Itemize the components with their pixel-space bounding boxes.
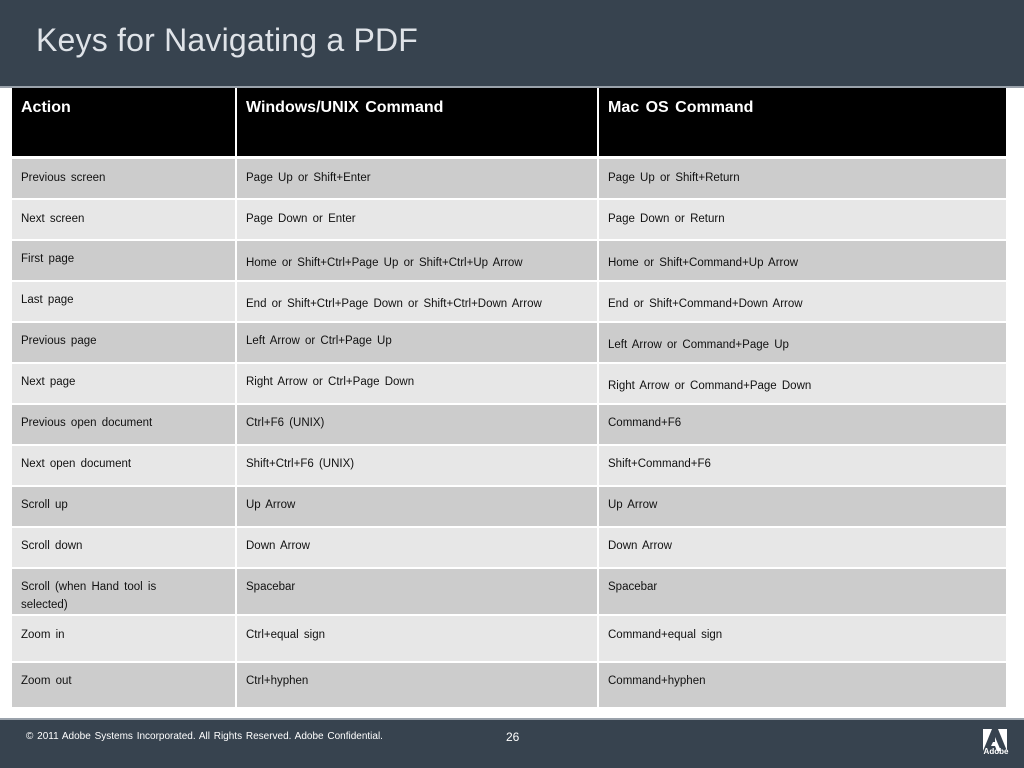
action-cell: Scroll (when Hand tool is selected) [12, 568, 236, 615]
windows-command-cell: Shift+Ctrl+F6 (UNIX) [236, 445, 598, 486]
mac-command-cell: Left Arrow or Command+Page Up [598, 322, 1006, 363]
slide-footer [0, 720, 1024, 768]
mac-command-cell: Shift+Command+F6 [598, 445, 1006, 486]
mac-command-cell: Down Arrow [598, 527, 1006, 568]
mac-command-cell: End or Shift+Command+Down Arrow [598, 281, 1006, 322]
windows-command-cell: Ctrl+equal sign [236, 615, 598, 662]
windows-command-cell: Spacebar [236, 568, 598, 615]
table-row [12, 615, 1006, 662]
mac-command-cell: Command+F6 [598, 404, 1006, 445]
adobe-logo-text: Adobe [983, 747, 1009, 756]
column-header-windows: Windows/UNIX Command [236, 88, 598, 158]
table-row [12, 568, 1006, 615]
table-row [12, 322, 1006, 363]
windows-command-cell: End or Shift+Ctrl+Page Down or Shift+Ctrl+Down Arrow [236, 281, 598, 322]
action-cell: Zoom out [12, 662, 236, 708]
windows-command-cell: Page Down or Enter [236, 199, 598, 240]
mac-command-cell: Up Arrow [598, 486, 1006, 527]
table-header-row [12, 88, 1006, 158]
column-header-action: Action [12, 88, 236, 158]
mac-command-cell: Page Up or Shift+Return [598, 158, 1006, 199]
table-row [12, 363, 1006, 404]
mac-command-cell: Page Down or Return [598, 199, 1006, 240]
table-row [12, 281, 1006, 322]
column-header-mac: Mac OS Command [598, 88, 1006, 158]
slide-header [0, 0, 1024, 86]
action-cell: Zoom in [12, 615, 236, 662]
mac-command-cell: Right Arrow or Command+Page Down [598, 363, 1006, 404]
shortcut-table-container [12, 88, 1006, 709]
windows-command-cell: Up Arrow [236, 486, 598, 527]
windows-command-cell: Home or Shift+Ctrl+Page Up or Shift+Ctrl+Up Arrow [236, 240, 598, 281]
table-row [12, 445, 1006, 486]
action-cell: Previous open document [12, 404, 236, 445]
mac-command-cell: Home or Shift+Command+Up Arrow [598, 240, 1006, 281]
windows-command-cell: Left Arrow or Ctrl+Page Up [236, 322, 598, 363]
table-row [12, 158, 1006, 199]
action-cell: Scroll up [12, 486, 236, 527]
action-cell: Last page [12, 281, 236, 322]
page-number: 26 [506, 730, 520, 744]
table-row [12, 199, 1006, 240]
windows-command-cell: Page Up or Shift+Enter [236, 158, 598, 199]
table-row [12, 527, 1006, 568]
table-row [12, 486, 1006, 527]
action-cell: Previous page [12, 322, 236, 363]
table-row [12, 662, 1006, 708]
mac-command-cell: Command+hyphen [598, 662, 1006, 708]
action-cell: Next open document [12, 445, 236, 486]
action-cell: Previous screen [12, 158, 236, 199]
table-row [12, 404, 1006, 445]
shortcut-table [12, 88, 1006, 709]
windows-command-cell: Ctrl+F6 (UNIX) [236, 404, 598, 445]
windows-command-cell: Right Arrow or Ctrl+Page Down [236, 363, 598, 404]
windows-command-cell: Ctrl+hyphen [236, 662, 598, 708]
action-cell: First page [12, 240, 236, 281]
table-row [12, 240, 1006, 281]
mac-command-cell: Command+equal sign [598, 615, 1006, 662]
windows-command-cell: Down Arrow [236, 527, 598, 568]
slide-title: Keys for Navigating a PDF [36, 22, 419, 58]
copyright-notice: © 2011 Adobe Systems Incorporated. All Rights Reserved. Adobe Confidential. [26, 731, 383, 742]
action-cell: Scroll down [12, 527, 236, 568]
action-cell: Next page [12, 363, 236, 404]
action-cell: Next screen [12, 199, 236, 240]
mac-command-cell: Spacebar [598, 568, 1006, 615]
